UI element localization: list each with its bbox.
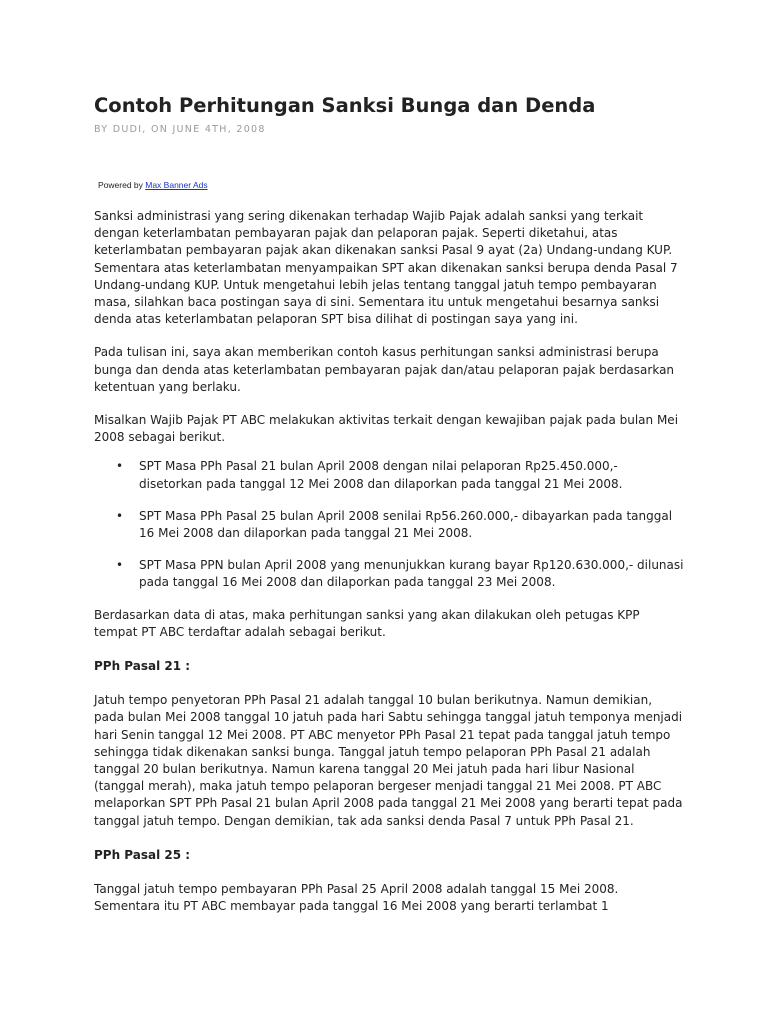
bullet-icon: • [116,508,124,523]
paragraph-intro: Sanksi administrasi yang sering dikenakan terhadap Wajib Pajak adalah sanksi yang terkait dengan keterlambatan pembayaran pajak dan pelaporan pajak. Seperti diketahui, atas keterlambatan pembayaran pajak akan dikenakan sanksi Pasal 9 ayat (2a) Undang-undang KUP. Sementara atas keterlambatan menyampaikan SPT akan dikenakan sanksi berupa denda Pasal 7 Undang-undang KUP. Untuk mengetahui lebih jelas tentang tanggal jatuh tempo pembayaran masa, silahkan baca postingan saya di sini. Sementara itu untuk mengetahui besarnya sanksi denda atas keterlambatan pelaporan SPT bisa dilihat di postingan saya yang ini. [94,209,678,327]
paragraph-pph25: Tanggal jatuh tempo pembayaran PPh Pasal 25 April 2008 adalah tanggal 15 Mei 2008. Sementara itu PT ABC membayar pada tanggal 16 Mei 2008 yang berarti terlambat 1 [94,882,619,914]
paragraph-example: Misalkan Wajib Pajak PT ABC melakukan aktivitas terkait dengan kewajiban pajak pada bulan Mei 2008 sebagai berikut. [94,413,679,445]
bullet-icon: • [116,558,124,573]
list-item-text: SPT Masa PPh Pasal 25 bulan April 2008 senilai Rp56.260.000,- dibayarkan pada tanggal 16 Mei 2008 dan dilaporkan pada tanggal 21 Mei 2008. [139,508,673,541]
bullet-icon: • [116,459,124,474]
activity-list [94,458,684,591]
list-item-text: SPT Masa PPN bulan April 2008 yang menunjukkan kurang bayar Rp120.630.000,- dilunasi pada tanggal 16 Mei 2008 dan dilaporkan pada tanggal 23 Mei 2008. [139,558,684,590]
section-heading-pph25: PPh Pasal 25 : [94,847,191,862]
paragraph-purpose: Pada tulisan ini, saya akan memberikan contoh kasus perhitungan sanksi administrasi berupa bunga dan denda atas keterlambatan pembayaran pajak dan/atau pelaporan pajak berdasarkan ketentuan yang berlaku. [94,345,675,394]
list-item [94,458,684,492]
section-heading-pph21: PPh Pasal 21 : [94,659,191,674]
article-byline: BY DUDI, ON JUNE 4TH, 2008 [94,124,266,135]
paragraph-calculation-intro: Berdasarkan data di atas, maka perhitungan sanksi yang akan dilakukan oleh petugas KPP tempat PT ABC terdaftar adalah sebagai berikut. [94,607,640,639]
powered-by-label: Powered by [98,180,146,190]
article-title: Contoh Perhitungan Sanksi Bunga dan Denda [94,94,596,117]
article [94,92,684,916]
paragraph-pph21: Jatuh tempo penyetoran PPh Pasal 21 adalah tanggal 10 bulan berikutnya. Namun demikian, pada bulan Mei 2008 tanggal 10 jatuh pada hari Sabtu sehingga tanggal jatuh temponya menjadi hari Senin tanggal 12 Mei 2008. PT ABC menyetor PPh Pasal 21 tepat pada tanggal jatuh tempo sehingga tidak dikenakan sanksi bunga. Tanggal jatuh tempo pelaporan PPh Pasal 21 adalah tanggal 20 bulan berikutnya. Namun karena tanggal 20 Mei jatuh pada hari libur Nasional (tanggal merah), maka jatuh tempo pelaporan bergeser menjadi tanggal 21 Mei 2008. PT ABC melaporkan SPT PPh Pasal 21 bulan April 2008 pada tanggal 21 Mei 2008 yang berarti tepat pada tanggal jatuh tempo. Dengan demikian, tak ada sanksi denda Pasal 7 untuk PPh Pasal 21. [94,693,683,828]
powered-by-line [98,179,684,191]
list-item-text: SPT Masa PPh Pasal 21 bulan April 2008 dengan nilai pelaporan Rp25.450.000,- disetorkan pada tanggal 12 Mei 2008 dan dilaporkan pada tanggal 21 Mei 2008. [139,459,623,491]
list-item [94,508,684,542]
list-item [94,557,684,591]
max-banner-ads-link[interactable]: Max Banner Ads [145,180,208,190]
